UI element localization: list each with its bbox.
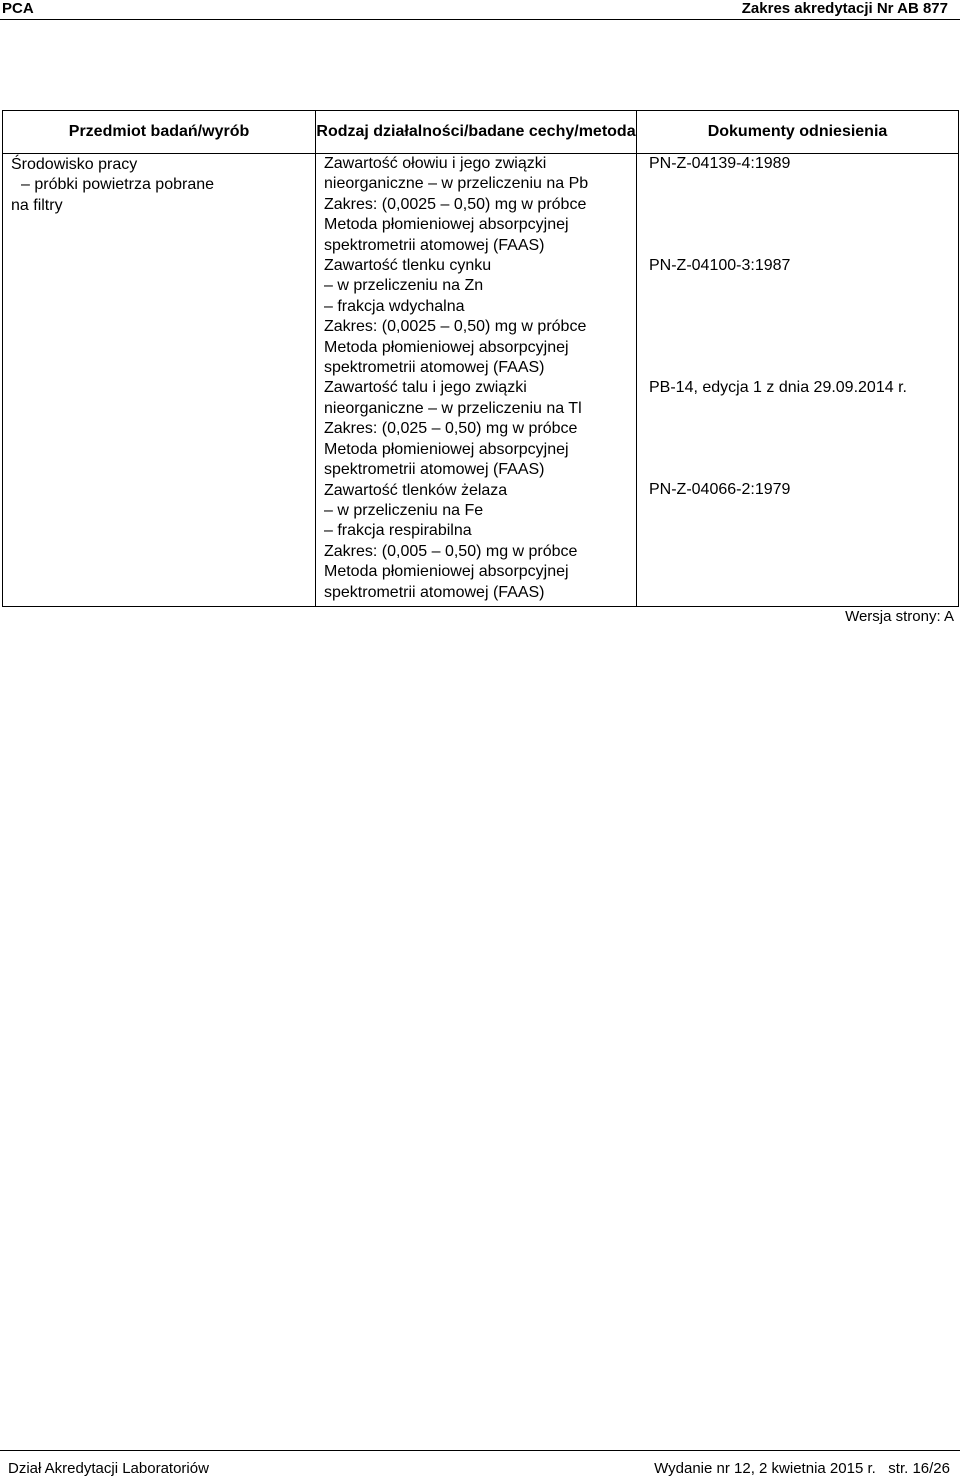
reference-document: PB-14, edycja 1 z dnia 29.09.2014 r. — [649, 379, 907, 396]
reference-document: PN-Z-04100-3:1987 — [649, 257, 791, 274]
column-header-references: Dokumenty odniesienia — [637, 111, 959, 154]
reference-lead — [649, 154, 954, 256]
method-line: – w przeliczeniu na Zn — [324, 277, 484, 295]
subject-line: na filtry — [11, 196, 63, 214]
method-line: – w przeliczeniu na Fe — [324, 501, 484, 519]
method-line: spektrometrii atomowej (FAAS) — [324, 583, 545, 601]
reference-thallium — [649, 378, 954, 480]
reference-document: PN-Z-04139-4:1989 — [649, 155, 791, 172]
method-line: spektrometrii atomowej (FAAS) — [324, 236, 545, 254]
method-line: spektrometrii atomowej (FAAS) — [324, 359, 545, 377]
subject-line: Środowisko pracy — [11, 156, 138, 173]
reference-document: PN-Z-04066-2:1979 — [649, 481, 791, 498]
page-header — [0, 0, 960, 20]
method-line: Zakres: (0,025 – 0,50) mg w próbce — [324, 420, 578, 438]
reference-iron — [649, 480, 954, 586]
method-line: Metoda płomieniowej absorpcyjnej — [324, 216, 569, 234]
method-line: Zawartość tlenku cynku — [324, 257, 492, 275]
table-row — [3, 154, 959, 607]
method-line: Zawartość tlenków żelaza — [324, 481, 508, 499]
column-header-method: Rodzaj działalności/badane cechy/metoda — [316, 111, 637, 154]
method-line: Zawartość ołowiu i jego związki — [324, 155, 547, 172]
page-footer — [0, 1450, 960, 1477]
accreditation-scope-table — [2, 110, 959, 607]
method-line: spektrometrii atomowej (FAAS) — [324, 461, 545, 479]
method-line: – frakcja respirabilna — [324, 522, 472, 540]
method-line: Zakres: (0,0025 – 0,50) mg w próbce — [324, 195, 587, 213]
footer-edition: Wydanie nr 12, 2 kwietnia 2015 r. str. 16/26 — [654, 1460, 950, 1477]
methods-cell — [316, 154, 637, 607]
table-header-row — [3, 111, 959, 154]
method-line: Metoda płomieniowej absorpcyjnej — [324, 440, 569, 458]
subject-line: – próbki powietrza pobrane — [21, 176, 215, 194]
method-line: Zakres: (0,005 – 0,50) mg w próbce — [324, 542, 578, 560]
method-iron — [324, 481, 632, 603]
method-lead — [324, 154, 632, 256]
method-zinc — [324, 256, 632, 378]
footer-department: Dział Akredytacji Laboratoriów — [8, 1460, 209, 1477]
method-line: – frakcja wdychalna — [324, 297, 465, 315]
method-line: nieorganiczne – w przeliczeniu na Pb — [324, 175, 589, 193]
column-header-subject: Przedmiot badań/wyrób — [3, 111, 316, 154]
method-line: Metoda płomieniowej absorpcyjnej — [324, 338, 569, 356]
method-line: Metoda płomieniowej absorpcyjnej — [324, 563, 569, 581]
method-line: Zawartość talu i jego związki — [324, 379, 527, 397]
references-cell — [637, 154, 959, 607]
reference-zinc — [649, 256, 954, 378]
method-line: nieorganiczne – w przeliczeniu na Tl — [324, 399, 582, 417]
method-line: Zakres: (0,0025 – 0,50) mg w próbce — [324, 318, 587, 336]
method-thallium — [324, 378, 632, 480]
subject-cell — [3, 154, 316, 607]
header-title: Zakres akredytacji Nr AB 877 — [741, 0, 948, 17]
header-org: PCA — [2, 0, 34, 17]
page-version: Wersja strony: A — [845, 608, 954, 625]
